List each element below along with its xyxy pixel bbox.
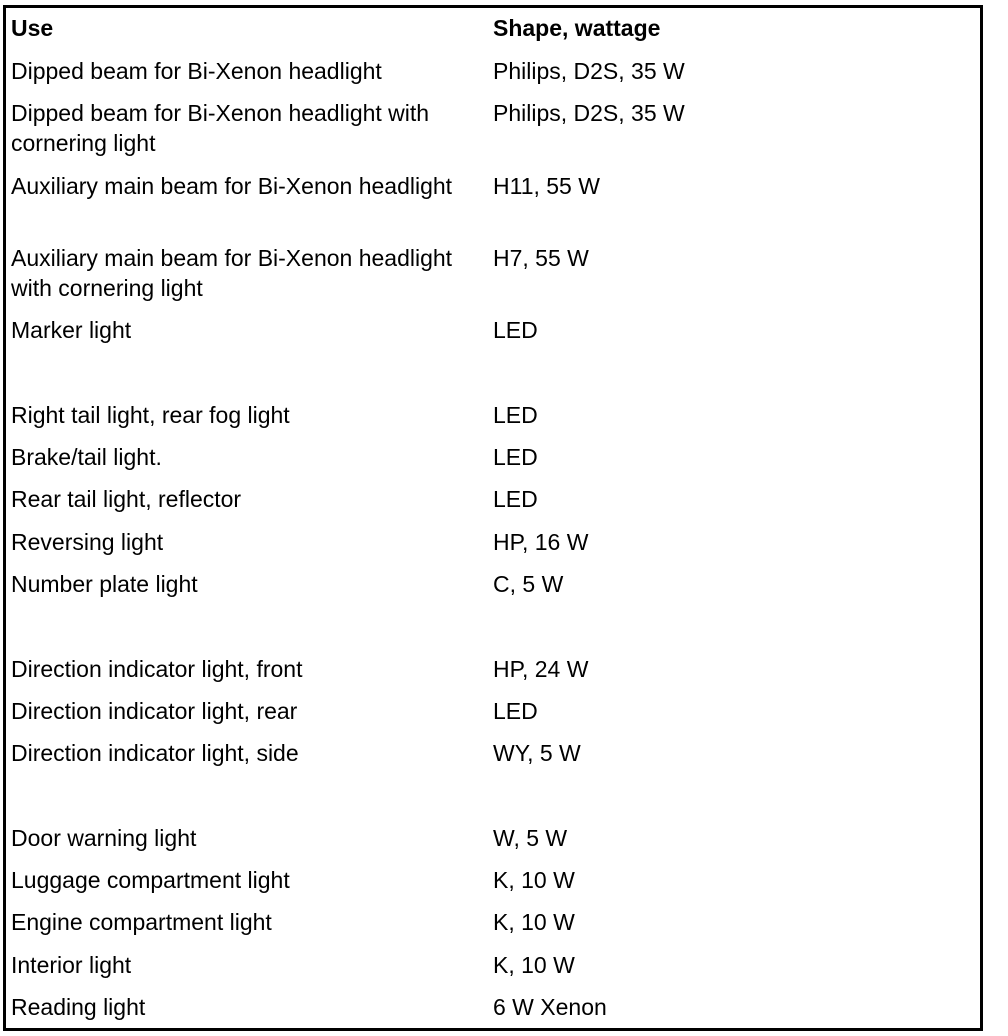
shape-cell: W, 5 W xyxy=(493,825,568,851)
use-cell: Marker light xyxy=(11,317,132,343)
shape-cell: LED xyxy=(493,698,538,724)
shape-cell: WY, 5 W xyxy=(493,740,581,766)
use-cell: Auxiliary main beam for Bi-Xenon headlight with cornering light xyxy=(11,245,453,301)
shape-cell: HP, 24 W xyxy=(493,656,589,682)
use-cell: Right tail light, rear fog light xyxy=(11,402,290,428)
shape-cell: LED xyxy=(493,402,538,428)
use-cell: Direction indicator light, rear xyxy=(11,698,298,724)
use-cell: Door warning light xyxy=(11,825,197,851)
use-cell: Direction indicator light, side xyxy=(11,740,299,766)
shape-cell: Philips, D2S, 35 W xyxy=(493,58,685,84)
shape-cell: Philips, D2S, 35 W xyxy=(493,100,685,126)
shape-cell: K, 10 W xyxy=(493,909,575,935)
shape-cell: LED xyxy=(493,317,538,343)
shape-cell: LED xyxy=(493,444,538,470)
use-cell: Direction indicator light, front xyxy=(11,656,303,682)
shape-cell: C, 5 W xyxy=(493,571,564,597)
use-cell: Reading light xyxy=(11,994,146,1020)
shape-cell: K, 10 W xyxy=(493,952,575,978)
use-cell: Number plate light xyxy=(11,571,198,597)
shape-cell: H11, 55 W xyxy=(493,173,600,199)
shape-cell: HP, 16 W xyxy=(493,529,589,555)
use-cell: Reversing light xyxy=(11,529,164,555)
use-cell: Engine compartment light xyxy=(11,909,272,935)
use-cell: Luggage compartment light xyxy=(11,867,290,893)
shape-cell: H7, 55 W xyxy=(493,245,589,271)
use-cell: Dipped beam for Bi-Xenon headlight xyxy=(11,58,382,84)
use-cell: Rear tail light, reflector xyxy=(11,486,242,512)
use-cell: Auxiliary main beam for Bi-Xenon headlight xyxy=(11,173,453,199)
shape-cell: LED xyxy=(493,486,538,512)
header-shape-wattage: Shape, wattage xyxy=(493,15,661,41)
shape-cell: 6 W Xenon xyxy=(493,994,607,1020)
use-cell: Interior light xyxy=(11,952,132,978)
use-cell: Dipped beam for Bi-Xenon headlight with cornering light xyxy=(11,100,430,156)
header-use: Use xyxy=(11,15,54,41)
use-cell: Brake/tail light. xyxy=(11,444,162,470)
shape-cell: K, 10 W xyxy=(493,867,575,893)
